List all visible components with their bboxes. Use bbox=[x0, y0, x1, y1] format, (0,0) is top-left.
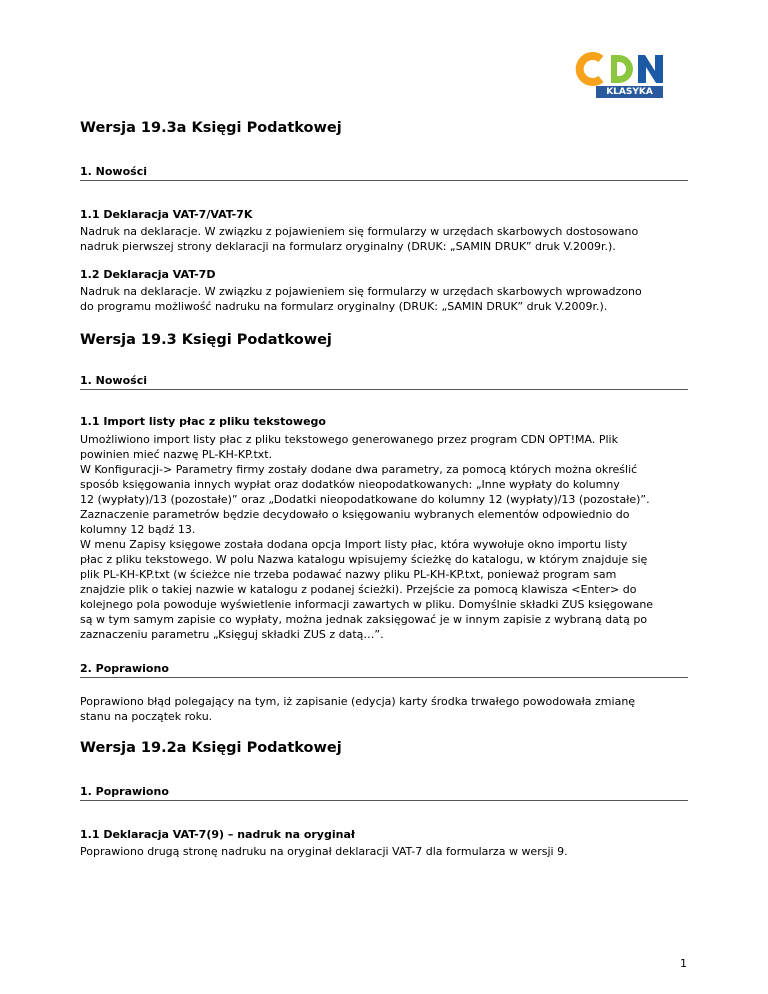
version-heading-19-2a: Wersja 19.2a Księgi Podatkowej bbox=[80, 740, 342, 756]
page-number: 1 bbox=[680, 957, 687, 970]
text-line: nadruk pierwszej strony deklaracji na formularz oryginalny (DRUK: „SAMIN DRUK” druk V.2009r.). bbox=[80, 240, 616, 253]
paragraph bbox=[80, 224, 688, 254]
subsection-title: 1.1 Deklaracja VAT-7(9) – nadruk na oryginał bbox=[80, 828, 355, 841]
text-line: Umożliwiono import listy płac z pliku tekstowego generowanego przez program CDN OPT!MA. Plik bbox=[80, 433, 618, 446]
section-title-poprawiono: 1. Poprawiono bbox=[80, 785, 688, 801]
section-title-nowosci: 1. Nowości bbox=[80, 165, 688, 181]
paragraph bbox=[80, 284, 688, 314]
text-line: plik PL-KH-KP.txt (w ścieżce nie trzeba podawać nazwy pliku PL-KH-KP.txt, ponieważ program sam bbox=[80, 568, 617, 581]
text-line: W Konfiguracji-> Parametry firmy zostały dodane dwa parametry, za pomocą których można określić bbox=[80, 463, 638, 476]
subsection-title: 1.2 Deklaracja VAT-7D bbox=[80, 268, 216, 281]
paragraph bbox=[80, 844, 688, 859]
version-heading-19-3: Wersja 19.3 Księgi Podatkowej bbox=[80, 332, 332, 348]
text-line: Nadruk na deklaracje. W związku z pojawieniem się formularzy w urzędach skarbowych wprowadzono bbox=[80, 285, 642, 298]
text-line: Poprawiono błąd polegający na tym, iż zapisanie (edycja) karty środka trwałego powodowała zmianę bbox=[80, 695, 636, 708]
text-line: Nadruk na deklaracje. W związku z pojawieniem się formularzy w urzędach skarbowych dostosowano bbox=[80, 225, 639, 238]
text-line: 12 (wypłaty)/13 (pozostałe)” oraz „Dodatki nieopodatkowane do kolumny 12 (wypłaty)/13 (pozostałe)”. bbox=[80, 493, 650, 506]
text-line: kolumny 12 bądź 13. bbox=[80, 523, 196, 536]
subsection-title: 1.1 Import listy płac z pliku tekstowego bbox=[80, 415, 326, 428]
text-line: kolejnego pola powoduje wyświetlenie informacji zawartych w pliku. Domyślnie składki ZUS księgowane bbox=[80, 598, 654, 611]
text-line: do programu możliwość nadruku na formularz oryginalny (DRUK: „SAMIN DRUK” druk V.2009r.). bbox=[80, 300, 608, 313]
cdn-klasyka-logo bbox=[575, 50, 667, 98]
subsection-title: 1.1 Deklaracja VAT-7/VAT-7K bbox=[80, 208, 253, 221]
text-line: Zaznaczenie parametrów będzie decydowało o księgowaniu wybranych elementów odpowiednio do bbox=[80, 508, 630, 521]
text-line: płac z pliku tekstowego. W polu Nazwa katalogu wpisujemy ścieżkę do katalogu, w którym znajduje się bbox=[80, 553, 648, 566]
text-line: są w tym samym zapisie co wypłaty, można jednak zaksięgować je w innym zapisie z wybraną datą po bbox=[80, 613, 648, 626]
text-line: W menu Zapisy księgowe została dodana opcja Import listy płac, która wywołuje okno importu listy bbox=[80, 538, 628, 551]
paragraph bbox=[80, 694, 688, 724]
paragraph-import-listy-plac bbox=[80, 432, 688, 642]
text-line: Poprawiono drugą stronę nadruku na oryginał deklaracji VAT-7 dla formularza w wersji 9. bbox=[80, 845, 568, 858]
section-title-poprawiono: 2. Poprawiono bbox=[80, 662, 688, 678]
section-title-nowosci: 1. Nowości bbox=[80, 374, 688, 390]
text-line: znajdzie plik o takiej nazwie w katalogu z podanej ścieżki). Przejście za pomocą klawisza <Enter> do bbox=[80, 583, 637, 596]
text-line: sposób księgowania innych wypłat oraz dodatków nieopodatkowanych: „Inne wypłaty do kolumny bbox=[80, 478, 620, 491]
text-line: powinien mieć nazwę PL-KH-KP.txt. bbox=[80, 448, 273, 461]
version-heading-19-3a: Wersja 19.3a Księgi Podatkowej bbox=[80, 120, 342, 136]
text-line: zaznaczeniu parametru „Księguj składki ZUS z datą…”. bbox=[80, 628, 384, 641]
logo-subtitle: KLASYKA bbox=[606, 87, 653, 97]
text-line: stanu na początek roku. bbox=[80, 710, 213, 723]
